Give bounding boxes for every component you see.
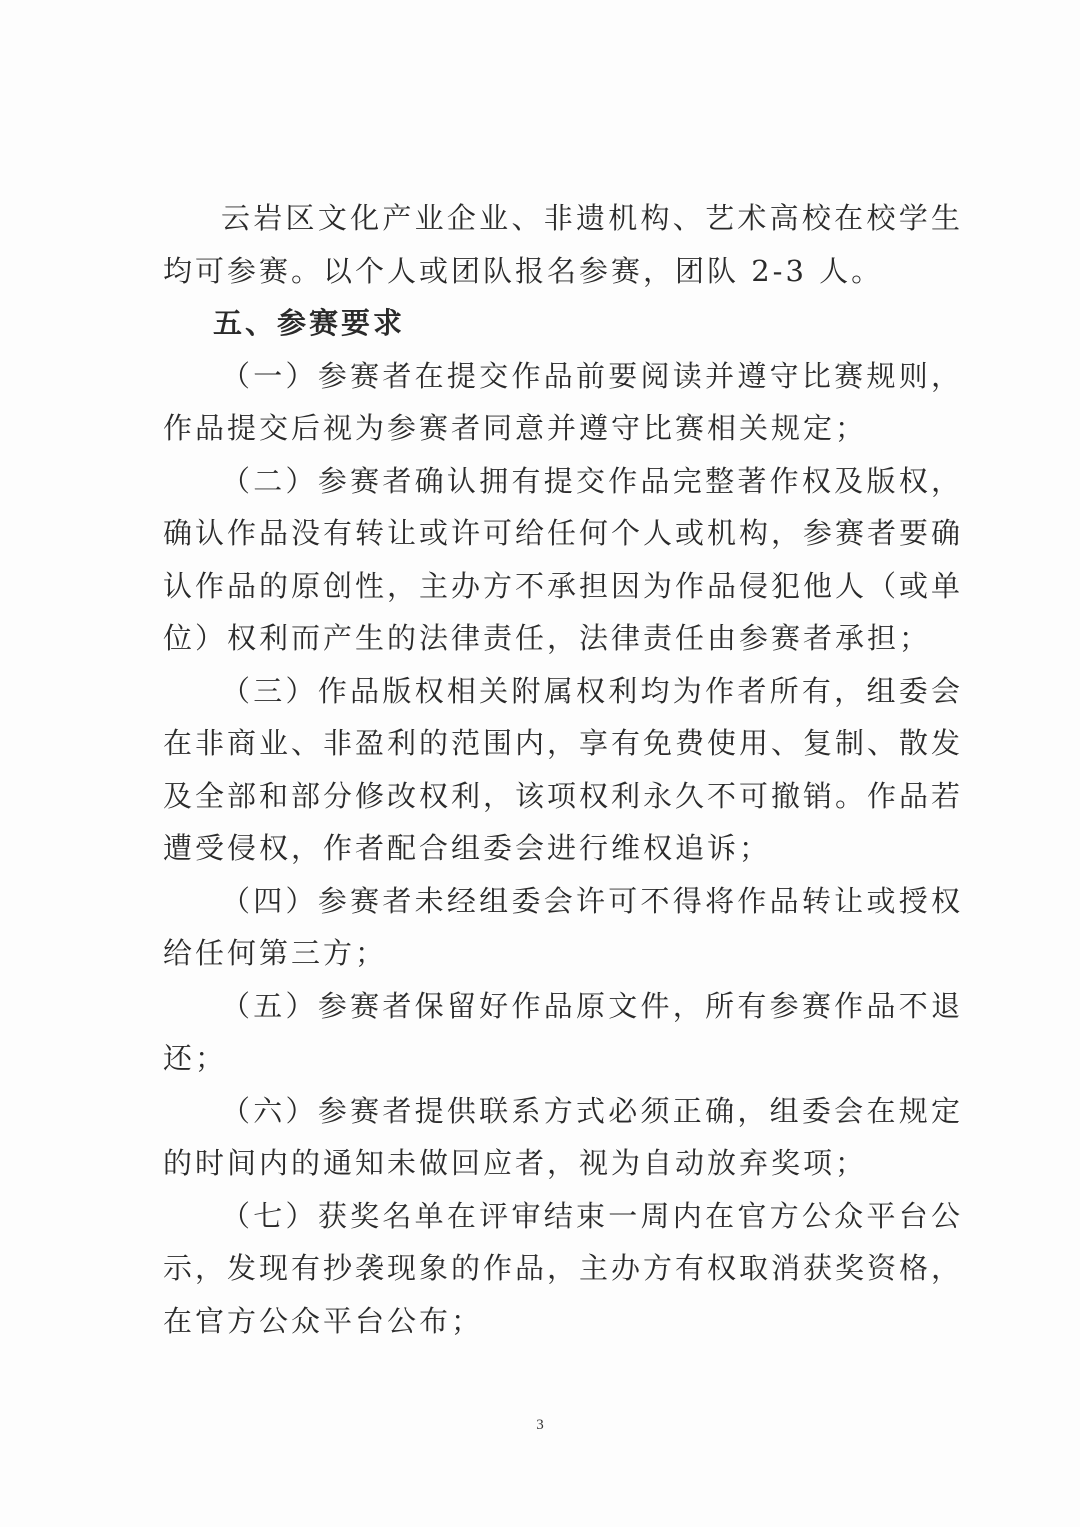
requirement-item-5: （五）参赛者保留好作品原文件，所有参赛作品不退还； (163, 988, 963, 1075)
document-body (163, 192, 963, 1347)
requirement-item-2: （二）参赛者确认拥有提交作品完整著作权及版权，确认作品没有转让或许可给任何个人或机构，参赛者要确认作品的原创性，主办方不承担因为作品侵犯他人（或单位）权利而产生的法律责任，法律责任由参赛者承担； (163, 463, 964, 655)
requirement-item-4: （四）参赛者未经组委会许可不得将作品转让或授权给任何第三方； (163, 883, 963, 970)
requirement-item-6: （六）参赛者提供联系方式必须正确，组委会在规定的时间内的通知未做回应者，视为自动放弃奖项； (163, 1093, 963, 1180)
requirement-item-3: （三）作品版权相关附属权利均为作者所有，组委会在非商业、非盈利的范围内，享有免费使用、复制、散发及全部和部分修改权利，该项权利永久不可撤销。作品若遭受侵权，作者配合组委会进行维权追诉； (163, 673, 964, 865)
eligibility-paragraph: 云岩区文化产业企业、非遗机构、艺术高校在校学生均可参赛。以个人或团队报名参赛，团队 2-3 人。 (163, 201, 963, 288)
section-heading: 五、参赛要求 (213, 306, 406, 340)
requirement-item-7: （七）获奖名单在评审结束一周内在官方公众平台公示，发现有抄袭现象的作品，主办方有权取消获奖资格，在官方公众平台公布； (163, 1198, 964, 1338)
page-number: 3 (536, 1417, 544, 1433)
requirement-item-1: （一）参赛者在提交作品前要阅读并遵守比赛规则，作品提交后视为参赛者同意并遵守比赛相关规定； (163, 358, 963, 445)
